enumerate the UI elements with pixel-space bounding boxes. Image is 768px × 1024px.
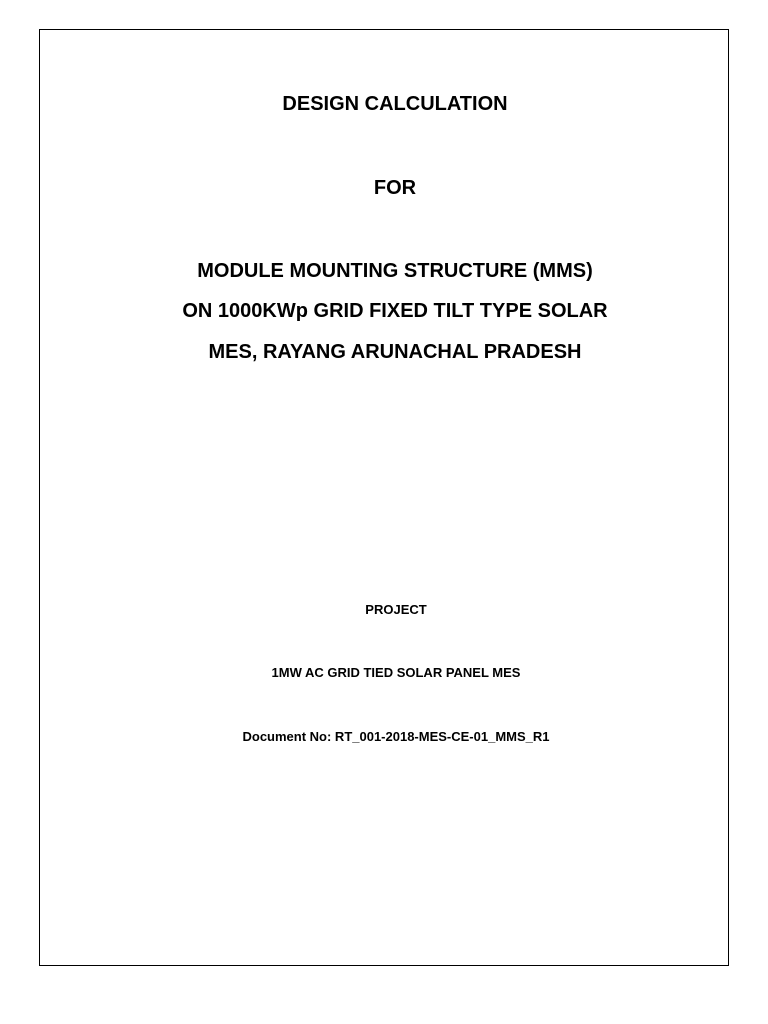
project-label: PROJECT bbox=[365, 602, 427, 617]
document-number: Document No: RT_001-2018-MES-CE-01_MMS_R1 bbox=[242, 729, 550, 744]
title-line-mms: MODULE MOUNTING STRUCTURE (MMS) bbox=[197, 260, 593, 282]
title-line-design-calculation: DESIGN CALCULATION bbox=[282, 93, 508, 115]
project-name: 1MW AC GRID TIED SOLAR PANEL MES bbox=[271, 665, 521, 680]
page-border bbox=[39, 29, 729, 966]
title-line-for: FOR bbox=[373, 177, 417, 199]
title-line-location: MES, RAYANG ARUNACHAL PRADESH bbox=[208, 341, 582, 363]
title-line-capacity: ON 1000KWp GRID FIXED TILT TYPE SOLAR bbox=[182, 300, 608, 322]
